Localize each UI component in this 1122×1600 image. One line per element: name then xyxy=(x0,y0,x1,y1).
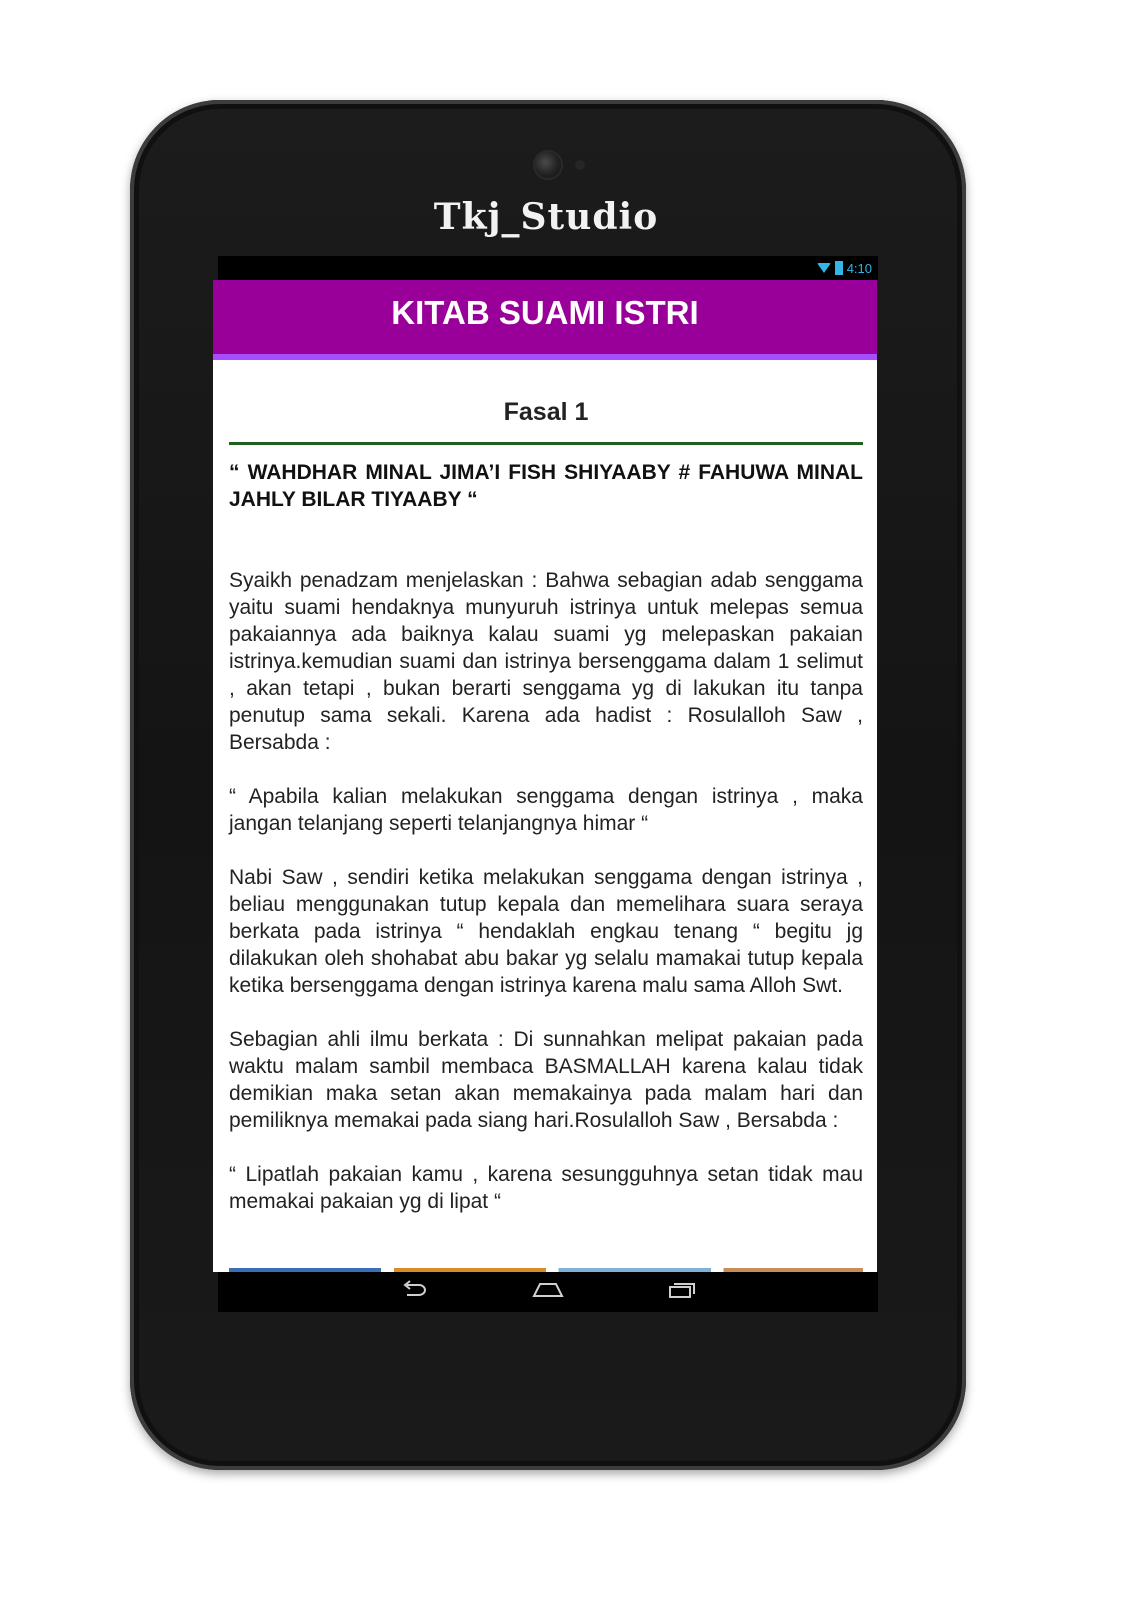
app-screen[interactable] xyxy=(213,280,877,1272)
status-icons xyxy=(817,259,872,277)
divider xyxy=(229,442,863,445)
recent-apps-button[interactable] xyxy=(662,1280,702,1306)
verse-heading: “ WAHDHAR MINAL JIMA’I FISH SHIYAABY # FAHUWA MINAL JAHLY BILAR TIYAABY “ xyxy=(229,461,863,511)
navigation-bar xyxy=(218,1272,878,1312)
paragraph: Sebagian ahli ilmu berkata : Di sunnahkan melipat pakaian pada waktu malam sambil membaca BASMALLAH karena kalau tidak demikian maka setan akan memakainya pada malam hari dan pemiliknya memakai pada siang hari.Rosulalloh Saw , Bersabda : xyxy=(229,1028,863,1132)
brand-label: Tkj_Studio xyxy=(433,196,659,238)
sensor-dot xyxy=(575,160,585,170)
battery-icon xyxy=(835,261,843,275)
article-content[interactable] xyxy=(229,380,863,1215)
status-time: 4:10 xyxy=(846,260,872,276)
app-bar xyxy=(213,280,877,360)
paragraph: Syaikh penadzam menjelaskan : Bahwa sebagian adab senggama yaitu suami hendaknya munyuruh istrinya untuk melepas semua pakaiannya ada baiknya kalau suami yg melepaskan pakaian istrinya.kemudian suami dan istrinya bersenggama dalam 1 selimut , akan tetapi , bukan berarti senggama yg di lakukan itu tanpa penutup sama sekali. Karena ada hadist : Rosulalloh Saw , Bersabda : xyxy=(229,569,863,754)
status-bar xyxy=(218,256,878,280)
app-title: KITAB SUAMI ISTRI xyxy=(391,294,699,331)
wifi-icon xyxy=(817,263,831,273)
paragraph: “ Lipatlah pakaian kamu , karena sesungguhnya setan tidak mau memakai pakaian yg di lipat “ xyxy=(229,1163,863,1213)
back-icon xyxy=(399,1280,429,1300)
recent-apps-icon xyxy=(665,1280,699,1300)
home-button[interactable] xyxy=(528,1280,568,1306)
paragraph: Nabi Saw , sendiri ketika melakukan senggama dengan istrinya , beliau menggunakan tutup kepala dan memelihara suara seraya berkata pada istrinya “ hendaklah engkau tenang “ begitu jg dilakukan oleh shohabat abu bakar yg selalu mamakai tutup kepala ketika bersenggama dengan istrinya karena malu sama Alloh Swt. xyxy=(229,866,863,997)
paragraph: “ Apabila kalian melakukan senggama dengan istrinya , maka jangan telanjang seperti telanjangnya himar “ xyxy=(229,785,863,835)
chapter-title: Fasal 1 xyxy=(503,398,589,426)
home-icon xyxy=(531,1280,565,1300)
camera-icon xyxy=(535,152,561,178)
back-button[interactable] xyxy=(394,1280,434,1306)
